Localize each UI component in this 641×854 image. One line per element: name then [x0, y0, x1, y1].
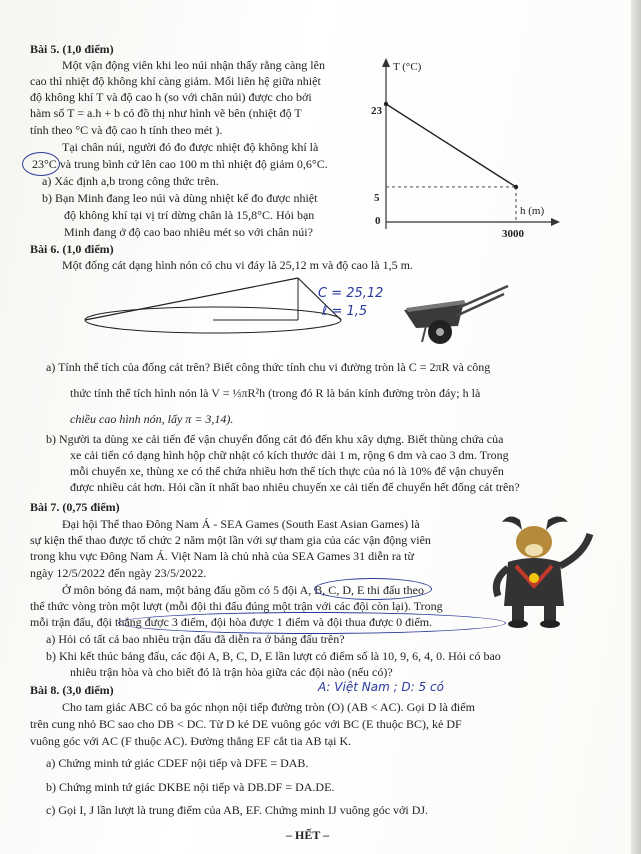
bai7-line: sự kiện thể thao được tổ chức 2 năm một lần với sự tham gia của các vận động viên — [30, 533, 431, 547]
bai5-line: Tại chân núi, người đó đo được nhiệt độ không khí là — [62, 140, 319, 154]
bai6-question-a: a) Tính thể tích của đống cát trên? Biết công thức tính chu vi đường tròn là C = 2πR và công — [46, 360, 491, 374]
bai8-question-b: b) Chứng minh tứ giác DKBE nội tiếp và DB.DF = DA.DE. — [46, 780, 335, 794]
bai5-line: độ không khí T và độ cao h (so với chân núi) được cho bởi — [30, 90, 312, 104]
hand-circle-points — [118, 612, 506, 634]
bai6-title: Bài 6. (1,0 điểm) — [30, 242, 114, 256]
bai8-title: Bài 8. (3,0 điểm) — [30, 683, 114, 697]
bai5-question-a: a) Xác định a,b trong công thức trên. — [42, 174, 219, 188]
bai6-question-a: chiều cao hình nón, lấy π = 3,14). — [70, 412, 234, 426]
bai7-line: Đại hội Thể thao Đông Nam Á - SEA Games (South East Asian Games) là — [62, 517, 420, 531]
bai7-line: ngày 12/5/2022 đến ngày 23/5/2022. — [30, 566, 207, 580]
x-axis-arrow — [551, 218, 560, 226]
bai5-line: tính theo °C và độ cao h tính theo mét ). — [30, 123, 223, 137]
bai6-question-b: mỗi chuyến xe, thùng xe có thể chứa nhiều hơn thể tích thực của nó là 10% để vận chuyển — [70, 464, 504, 478]
y-axis-arrow — [382, 58, 390, 67]
wheelbarrow-image — [396, 278, 516, 348]
y-axis-label: T (°C) — [393, 61, 422, 73]
bai6-question-a: thức tính thể tích hình nón là V = ⅓πR²h (trong đó R là bán kính đường tròn đáy; h là — [70, 386, 481, 400]
data-line-series — [386, 104, 516, 187]
bai5-question-b: Minh đang ở độ cao bao nhiêu mét so với chân núi? — [64, 225, 313, 239]
hand-note-c: C = 25,12 — [318, 286, 384, 301]
sand-cone-figure — [68, 272, 358, 342]
bai6-intro: Một đống cát dạng hình nón có chu vi đáy là 25,12 m và độ cao là 1,5 m. — [62, 258, 413, 272]
x-axis-label: h (m) — [520, 205, 545, 217]
x-tick-label: 3000 — [502, 228, 524, 240]
bai6-question-b: được nhiều cát hơn. Hỏi cần ít nhất bao nhiêu chuyến xe cải tiến để chuyển hết đống cát trên? — [70, 480, 520, 494]
bai8-line: trên cung nhỏ BC sao cho DB < DC. Từ D kẻ DE vuông góc với BC (E thuộc BC), kẻ DF — [30, 717, 462, 731]
bai7-question-b: b) Khi kết thúc bảng đấu, các đội A, B, C, D, E lần lượt có điểm số là 10, 9, 6, 4, 0. Hỏi có bao — [46, 649, 501, 663]
bai6-question-b: b) Người ta dùng xe cải tiến để vận chuyển đống cát đó đến khu xây dựng. Biết thùng chứa của — [46, 432, 504, 446]
data-point — [514, 185, 518, 189]
bai8-line: vuông góc với AC (F thuộc AC). Đường thẳng EF cắt tia AB tại K. — [30, 734, 352, 748]
bai8-question-a: a) Chứng minh tứ giác CDEF nội tiếp và DFE = DAB. — [46, 756, 309, 770]
bai7-question-a: a) Hỏi có tất cả bao nhiêu trận đấu đã diễn ra ở bảng đấu trên? — [46, 632, 345, 646]
bai5-title: Bài 5. (1,0 điểm) — [30, 42, 114, 56]
bai7-line: thể thức vòng tròn một lượt (mỗi đội thi đấu đúng một trận với các đội còn lại). Trong — [30, 599, 443, 613]
hand-note-l: ℓ = 1,5 — [322, 304, 368, 319]
y-tick-label: 23 — [371, 105, 382, 117]
bai5-question-b: độ không khí tại vị trí dừng chân là 15,8°C. Hỏi bạn — [64, 208, 315, 222]
bai5-line: 23°C và trung bình cứ lên cao 100 m thì nhiệt độ giảm 0,6°C. — [32, 157, 328, 171]
bai7-line: trong khu vực Đông Nam Á. Việt Nam là chủ nhà của SEA Games 31 diễn ra từ — [30, 549, 414, 563]
bai6-question-b: xe cải tiến có dạng hình hộp chữ nhật có kích thước dài 1 m, rộng 6 dm và cao 3 dm. Trong — [70, 448, 509, 462]
hand-circle-teams — [314, 578, 432, 600]
hand-circle-23C — [22, 152, 60, 176]
page-edge-shadow — [631, 0, 641, 854]
bai5-line: Một vận động viên khi leo núi nhận thấy rằng càng lên — [62, 58, 325, 72]
bai7-title: Bài 7. (0,75 điểm) — [30, 500, 120, 514]
bai7-question-b: nhiêu trận hòa và cho biết đó là trận hòa giữa các đội nào (nếu có)? — [70, 665, 393, 679]
bai5-question-b: b) Bạn Minh đang leo núi và dùng nhiệt kế đo được nhiệt — [42, 191, 318, 205]
cone-side — [85, 278, 298, 320]
sea-games-mascot — [480, 510, 600, 630]
bai7-line: mỗi trận đấu, đội thắng được 3 điểm, đội hòa được 1 điểm và đội thua được 0 điểm. — [30, 615, 433, 629]
end-marker: – HẾT – — [286, 828, 330, 842]
y-tick-label: 5 — [374, 192, 380, 204]
bai5-line: cao thì nhiệt độ không khí càng giảm. Mối liên hệ giữa nhiệt — [30, 74, 321, 88]
bai5-line: hàm số T = a.h + b có đồ thị như hình vẽ bên (nhiệt độ T — [30, 106, 302, 120]
bai7-line: Ở môn bóng đá nam, một bảng đấu gồm có 5 đội A, B, C, D, E thi đấu theo — [62, 583, 424, 597]
x-tick-label: 0 — [375, 215, 381, 227]
hand-note-teams: A: Việt Nam ; D: 5 có — [318, 680, 444, 694]
data-point — [384, 102, 388, 106]
bai8-question-c: c) Gọi I, J lần lượt là trung điểm của AB, EF. Chứng minh IJ vuông góc với DJ. — [46, 803, 429, 817]
bai8-line: Cho tam giác ABC có ba góc nhọn nội tiếp đường tròn (O) (AB < AC). Gọi D là điểm — [62, 700, 475, 714]
